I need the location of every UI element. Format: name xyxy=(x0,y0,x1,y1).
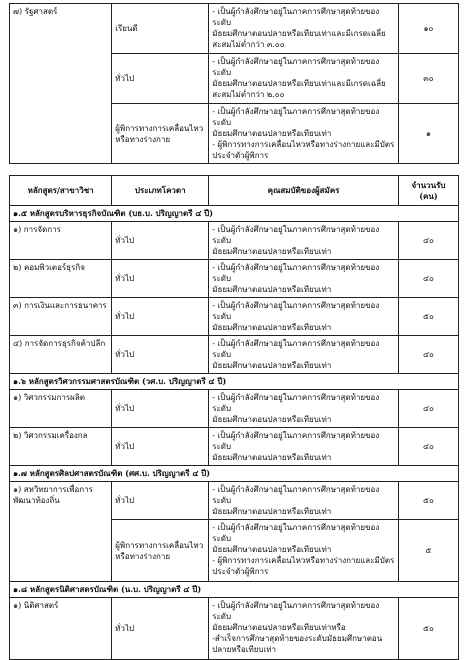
qualification-line: มัธยมศึกษาตอนปลายหรือเทียบเท่าและมีเกรดเฉลี่ย xyxy=(212,29,386,38)
qualification-line: ปลายหรือเทียบเท่า xyxy=(212,645,276,654)
program-cell: ๒) วิศวกรรมเครื่องกล xyxy=(10,428,112,466)
quota-type-cell: ทั่วไป xyxy=(112,260,209,298)
qualification-cell xyxy=(209,54,399,104)
program-cell: ๔) การจัดการธุรกิจค้าปลีก xyxy=(10,336,112,374)
qualification-line: มัธยมศึกษาตอนปลายหรือเทียบเท่า xyxy=(212,285,332,294)
qualification-cell xyxy=(209,520,399,582)
table-header-row xyxy=(10,176,459,206)
qualification-cell xyxy=(209,4,399,54)
quota-type-cell: ทั่วไป xyxy=(112,390,209,428)
top-continuation-table xyxy=(9,3,459,164)
seat-count-cell: ๔๐ xyxy=(398,428,458,466)
qualification-line: ประจำตัวผู้พิการ xyxy=(212,151,269,160)
header-quota-type: ประเภทโควตา xyxy=(112,176,209,206)
quota-type-cell: ทั่วไป xyxy=(112,298,209,336)
qualification-cell xyxy=(209,104,399,164)
seat-count-cell: ๔๐ xyxy=(398,336,458,374)
qualification-cell xyxy=(209,222,399,260)
qualification-cell xyxy=(209,336,399,374)
qualification-line: - เป็นผู้กำลังศึกษาอยู่ในภาคการศึกษาสุดท้ายของระดับ xyxy=(212,431,380,451)
quota-type-cell: ผู้พิการทางการเคลื่อนไหวหรือทางร่างกาย xyxy=(112,520,209,582)
quota-type-cell: ทั่วไป xyxy=(112,222,209,260)
qualification-line: - เป็นผู้กำลังศึกษาอยู่ในภาคการศึกษาสุดท้ายของระดับ xyxy=(212,485,380,505)
qualification-line: ประจำตัวผู้พิการ xyxy=(212,567,269,576)
qualification-line: - เป็นผู้กำลังศึกษาอยู่ในภาคการศึกษาสุดท้ายของระดับ xyxy=(212,601,380,621)
header-qualifications: คุณสมบัติของผู้สมัคร xyxy=(209,176,399,206)
qualification-line: มัธยมศึกษาตอนปลายหรือเทียบเท่า xyxy=(212,507,332,516)
table-row xyxy=(10,4,459,54)
section-row xyxy=(10,206,459,222)
qualification-line: มัธยมศึกษาตอนปลายหรือเทียบเท่า xyxy=(212,415,332,424)
section-title: ๑.๘ หลักสูตรนิติศาสตรบัณฑิต (น.บ. ปริญญาตรี ๔ ปี) xyxy=(10,582,459,598)
program-cell: ๗) รัฐศาสตร์ xyxy=(10,4,112,164)
quota-type-cell: ทั่วไป xyxy=(112,54,209,104)
qualification-cell xyxy=(209,260,399,298)
qualification-line: มัธยมศึกษาตอนปลายหรือเทียบเท่า xyxy=(212,247,332,256)
qualification-line: -สำเร็จการศึกษาสุดท้ายของระดับมัธยมศึกษาตอน xyxy=(212,634,383,643)
qualification-line: มัธยมศึกษาตอนปลายหรือเทียบเท่า xyxy=(212,129,332,138)
quota-type-cell: ทั่วไป xyxy=(112,482,209,520)
program-cell: ๑) วิศวกรรมการผลิต xyxy=(10,390,112,428)
qualification-cell xyxy=(209,482,399,520)
qualification-line: มัธยมศึกษาตอนปลายหรือเทียบเท่า xyxy=(212,323,332,332)
section-title: ๑.๕ หลักสูตรบริหารธุรกิจบัณฑิต (บธ.บ. ปริญญาตรี ๔ ปี) xyxy=(10,206,459,222)
program-cell: ๓) การเงินและการธนาคาร xyxy=(10,298,112,336)
seat-count-cell: ๕๐ xyxy=(398,482,458,520)
seat-count-cell: ๔๐ xyxy=(398,222,458,260)
table-row xyxy=(10,336,459,374)
table-row xyxy=(10,390,459,428)
seat-count-cell: ๓๐ xyxy=(398,54,458,104)
qualification-line: สะสมไม่ต่ำกว่า ๒.๐๐ xyxy=(212,90,285,99)
quota-type-cell: ทั่วไป xyxy=(112,336,209,374)
quota-type-cell: เรียนดี xyxy=(112,4,209,54)
qualification-line: - ผู้พิการทางการเคลื่อนไหวหรือทางร่างกายและมีบัตร xyxy=(212,556,395,565)
section-row xyxy=(10,466,459,482)
qualification-line: - เป็นผู้กำลังศึกษาอยู่ในภาคการศึกษาสุดท้ายของระดับ xyxy=(212,301,380,321)
qualification-line: มัธยมศึกษาตอนปลายหรือเทียบเท่า xyxy=(212,545,332,554)
seat-count-cell: ๔๐ xyxy=(398,390,458,428)
header-program: หลักสูตร/สาขาวิชา xyxy=(10,176,112,206)
qualification-cell xyxy=(209,598,399,660)
admission-quota-table xyxy=(9,175,459,660)
table-row xyxy=(10,298,459,336)
qualification-line: - เป็นผู้กำลังศึกษาอยู่ในภาคการศึกษาสุดท้ายของระดับ xyxy=(212,523,380,543)
qualification-cell xyxy=(209,298,399,336)
table-row xyxy=(10,222,459,260)
qualification-line: สะสมไม่ต่ำกว่า ๓.๐๐ xyxy=(212,40,285,49)
qualification-cell xyxy=(209,428,399,466)
quota-type-cell: ทั่วไป xyxy=(112,428,209,466)
table-row xyxy=(10,260,459,298)
qualification-line: - เป็นผู้กำลังศึกษาอยู่ในภาคการศึกษาสุดท้ายของระดับ xyxy=(212,107,380,127)
qualification-line: มัธยมศึกษาตอนปลายหรือเทียบเท่าหรือ xyxy=(212,623,346,632)
qualification-line: - เป็นผู้กำลังศึกษาอยู่ในภาคการศึกษาสุดท้ายของระดับ xyxy=(212,339,380,359)
table-row xyxy=(10,482,459,520)
table-row xyxy=(10,598,459,660)
seat-count-cell: ๕ xyxy=(398,520,458,582)
qualification-line: - เป็นผู้กำลังศึกษาอยู่ในภาคการศึกษาสุดท้ายของระดับ xyxy=(212,225,380,245)
program-cell: ๑) การจัดการ xyxy=(10,222,112,260)
qualification-cell xyxy=(209,390,399,428)
program-cell: ๑) นิติศาสตร์ xyxy=(10,598,112,660)
qualification-line: - เป็นผู้กำลังศึกษาอยู่ในภาคการศึกษาสุดท้ายของระดับ xyxy=(212,57,380,77)
table-row xyxy=(10,428,459,466)
qualification-line: - ผู้พิการทางการเคลื่อนไหวหรือทางร่างกายและมีบัตร xyxy=(212,140,395,149)
section-row xyxy=(10,374,459,390)
seat-count-cell: ๔๐ xyxy=(398,260,458,298)
seat-count-cell: ๑ xyxy=(398,104,458,164)
seat-count-cell: ๕๐ xyxy=(398,298,458,336)
program-cell: ๒) คอมพิวเตอร์ธุรกิจ xyxy=(10,260,112,298)
seat-count-cell: ๕๐ xyxy=(398,598,458,660)
header-seats: จำนวนรับ (คน) xyxy=(398,176,458,206)
program-cell: ๑) สหวิทยาการเพื่อการพัฒนาท้องถิ่น xyxy=(10,482,112,582)
seat-count-cell: ๑๐ xyxy=(398,4,458,54)
qualification-line: - เป็นผู้กำลังศึกษาอยู่ในภาคการศึกษาสุดท้ายของระดับ xyxy=(212,393,380,413)
section-row xyxy=(10,582,459,598)
quota-type-cell: ทั่วไป xyxy=(112,598,209,660)
qualification-line: มัธยมศึกษาตอนปลายหรือเทียบเท่า xyxy=(212,361,332,370)
section-title: ๑.๖ หลักสูตรวิศวกรรมศาสตรบัณฑิต (วศ.บ. ปริญญาตรี ๔ ปี) xyxy=(10,374,459,390)
quota-type-cell: ผู้พิการทางการเคลื่อนไหวหรือทางร่างกาย xyxy=(112,104,209,164)
qualification-line: - เป็นผู้กำลังศึกษาอยู่ในภาคการศึกษาสุดท้ายของระดับ xyxy=(212,7,380,27)
section-title: ๑.๗ หลักสูตรศิลปศาสตรบัณฑิต (ศศ.บ. ปริญญาตรี ๔ ปี) xyxy=(10,466,459,482)
qualification-line: มัธยมศึกษาตอนปลายหรือเทียบเท่า xyxy=(212,453,332,462)
qualification-line: มัธยมศึกษาตอนปลายหรือเทียบเท่าและมีเกรดเฉลี่ย xyxy=(212,79,386,88)
qualification-line: - เป็นผู้กำลังศึกษาอยู่ในภาคการศึกษาสุดท้ายของระดับ xyxy=(212,263,380,283)
